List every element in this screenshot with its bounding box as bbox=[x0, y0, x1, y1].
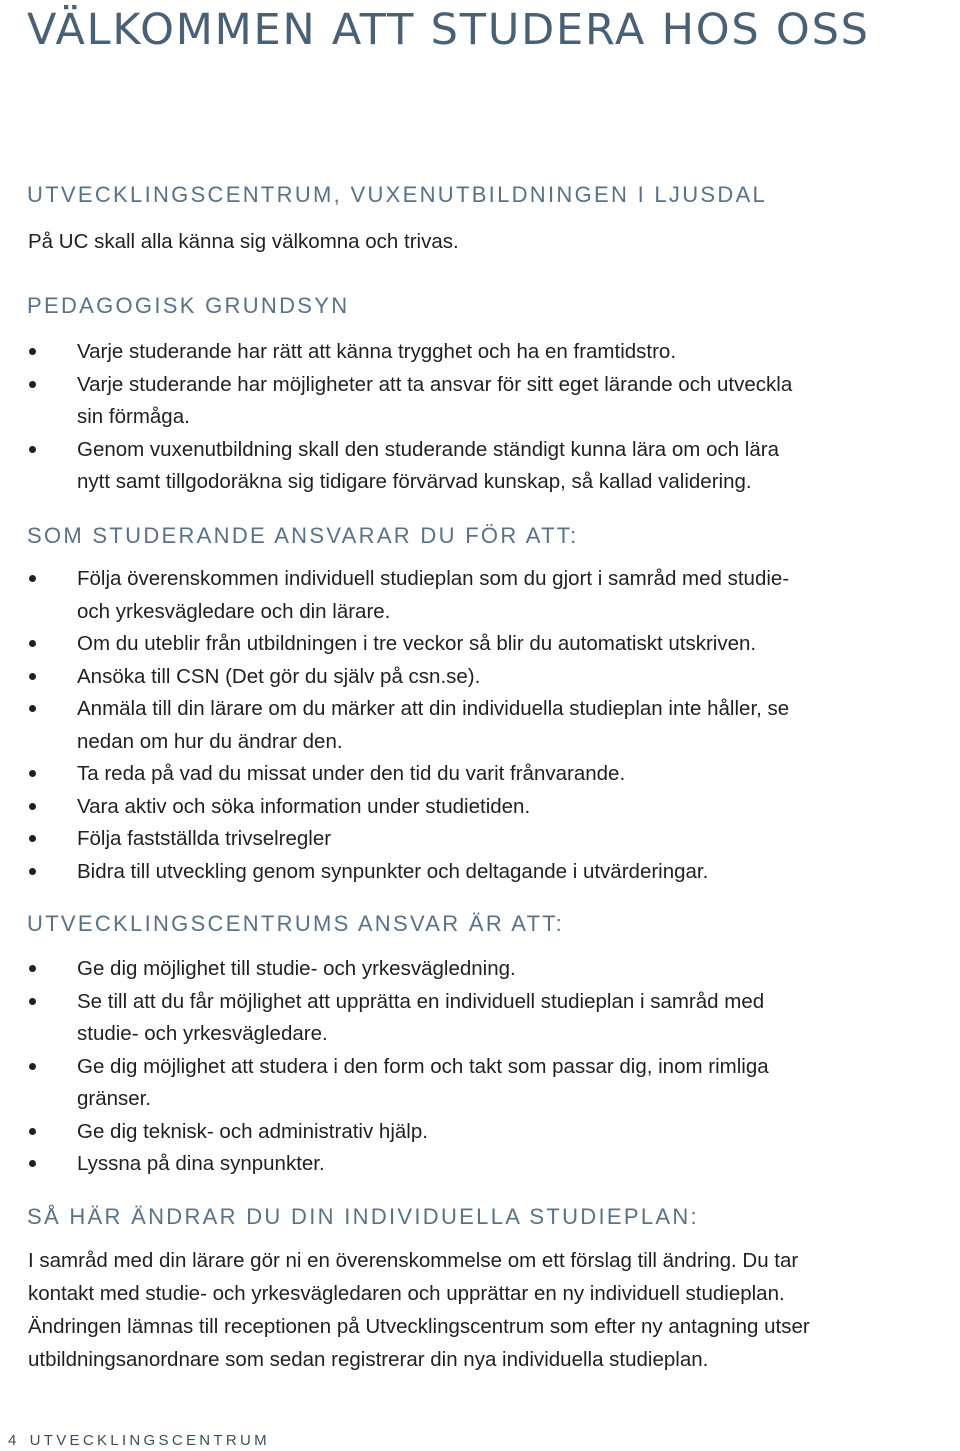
list-item bbox=[0, 693, 789, 758]
list-item-text: och yrkesvägledare och din lärare. bbox=[77, 599, 391, 623]
section-heading-utvecklingscentrums-ansvar: UTVECKLINGSCENTRUMS ANSVAR ÄR ATT: bbox=[27, 911, 565, 936]
list-item-text: Genom vuxenutbildning skall den studerande ständigt kunna lära om och lära bbox=[77, 437, 779, 461]
bullet-icon bbox=[29, 673, 36, 680]
list-item bbox=[0, 661, 789, 694]
paragraph-line: I samråd med din lärare gör ni en överenskommelse om ett förslag till ändring. Du tar bbox=[28, 1249, 799, 1272]
list-item-text: studie- och yrkesvägledare. bbox=[77, 1022, 328, 1045]
list-item-text: sin förmåga. bbox=[77, 405, 190, 428]
section-heading-andra-studieplan: SÅ HÄR ÄNDRAR DU DIN INDIVIDUELLA STUDIEPLAN: bbox=[27, 1204, 699, 1229]
bullet-icon bbox=[29, 803, 36, 810]
footer-label: UTVECKLINGSCENTRUM bbox=[29, 1432, 270, 1449]
list-item bbox=[0, 791, 789, 824]
section-heading-utvecklingscentrum: UTVECKLINGSCENTRUM, VUXENUTBILDNINGEN I LJUSDAL bbox=[27, 182, 768, 207]
bullet-icon bbox=[29, 998, 36, 1005]
list-item bbox=[0, 563, 789, 628]
bullet-icon bbox=[29, 348, 36, 355]
bullet-icon bbox=[29, 640, 36, 647]
list-item-text: gränser. bbox=[77, 1087, 152, 1110]
list-item-text: nytt samt tillgodoräkna sig tidigare förvärvad kunskap, så kallad validering. bbox=[77, 470, 752, 493]
bullet-icon bbox=[29, 835, 36, 842]
bullet-icon bbox=[29, 1063, 36, 1070]
list-item-text: Ge dig möjlighet att studera i den form och takt som passar dig, inom rimliga bbox=[77, 1054, 769, 1078]
list-item-text: Varje studerande har möjligheter att ta ansvar för sitt eget lärande och utveckla bbox=[77, 372, 793, 396]
bullet-icon bbox=[29, 381, 36, 388]
list-item-text: Följa fastställda trivselregler bbox=[77, 827, 332, 850]
bullet-icon bbox=[29, 1160, 36, 1167]
bullet-icon bbox=[29, 575, 36, 582]
list-item bbox=[0, 1116, 769, 1149]
list-item bbox=[0, 856, 789, 889]
pedagogisk-grundsyn-list bbox=[0, 336, 792, 499]
section-heading-pedagogisk-grundsyn: PEDAGOGISK GRUNDSYN bbox=[27, 293, 350, 318]
paragraph-line: kontakt med studie- och yrkesvägledaren och upprättar en ny individuell studieplan. bbox=[28, 1282, 785, 1305]
bullet-icon bbox=[29, 1128, 36, 1135]
list-item bbox=[0, 1051, 769, 1116]
list-item-text: Ge dig teknisk- och administrativ hjälp. bbox=[77, 1119, 428, 1143]
list-item-text: Ge dig möjlighet till studie- och yrkesvägledning. bbox=[77, 957, 516, 980]
list-item bbox=[0, 953, 769, 986]
paragraph-line: Ändringen lämnas till receptionen på Utvecklingscentrum som efter ny antagning utser bbox=[28, 1315, 810, 1338]
list-item-text: Lyssna på dina synpunkter. bbox=[77, 1152, 325, 1175]
list-item-text: Ansöka till CSN (Det gör du själv på csn.se). bbox=[77, 664, 481, 688]
list-item-text: Varje studerande har rätt att känna trygghet och ha en framtidstro. bbox=[77, 340, 677, 363]
list-item-text: Bidra till utveckling genom synpunkter och deltagande i utvärderingar. bbox=[77, 859, 709, 883]
studerande-ansvar-list bbox=[0, 563, 789, 888]
utvecklingscentrums-ansvar-list bbox=[0, 953, 769, 1181]
list-item bbox=[0, 1148, 769, 1181]
list-item bbox=[0, 336, 792, 369]
list-item-text: Anmäla till din lärare om du märker att din individuella studieplan inte håller, se bbox=[77, 697, 790, 720]
list-item-text: Se till att du får möjlighet att upprätta en individuell studieplan i samråd med bbox=[77, 989, 765, 1013]
list-item-text: Vara aktiv och söka information under studietiden. bbox=[77, 794, 531, 818]
bullet-icon bbox=[29, 446, 36, 453]
list-item bbox=[0, 986, 769, 1051]
section-heading-studerande-ansvar: SOM STUDERANDE ANSVARAR DU FÖR ATT: bbox=[27, 523, 579, 548]
list-item bbox=[0, 628, 789, 661]
list-item-text: Följa överenskommen individuell studieplan som du gjort i samråd med studie- bbox=[77, 567, 790, 590]
welcome-text: På UC skall alla känna sig välkomna och trivas. bbox=[28, 230, 459, 253]
page-title: VÄLKOMMEN ATT STUDERA HOS OSS bbox=[27, 5, 870, 55]
page-number: 4 bbox=[8, 1432, 20, 1449]
paragraph-line: utbildningsanordnare som sedan registrerar din nya individuella studieplan. bbox=[28, 1348, 709, 1371]
bullet-icon bbox=[29, 965, 36, 972]
list-item-text: nedan om hur du ändrar den. bbox=[77, 729, 343, 753]
andra-studieplan-paragraph bbox=[28, 1244, 810, 1376]
list-item bbox=[0, 758, 789, 791]
list-item bbox=[0, 434, 792, 499]
bullet-icon bbox=[29, 770, 36, 777]
list-item bbox=[0, 369, 792, 434]
page-footer bbox=[8, 1432, 270, 1450]
list-item-text: Ta reda på vad du missat under den tid du varit frånvarande. bbox=[77, 762, 626, 785]
list-item bbox=[0, 823, 789, 856]
list-item-text: Om du uteblir från utbildningen i tre veckor så blir du automatiskt utskriven. bbox=[77, 632, 757, 655]
bullet-icon bbox=[29, 705, 36, 712]
bullet-icon bbox=[29, 868, 36, 875]
